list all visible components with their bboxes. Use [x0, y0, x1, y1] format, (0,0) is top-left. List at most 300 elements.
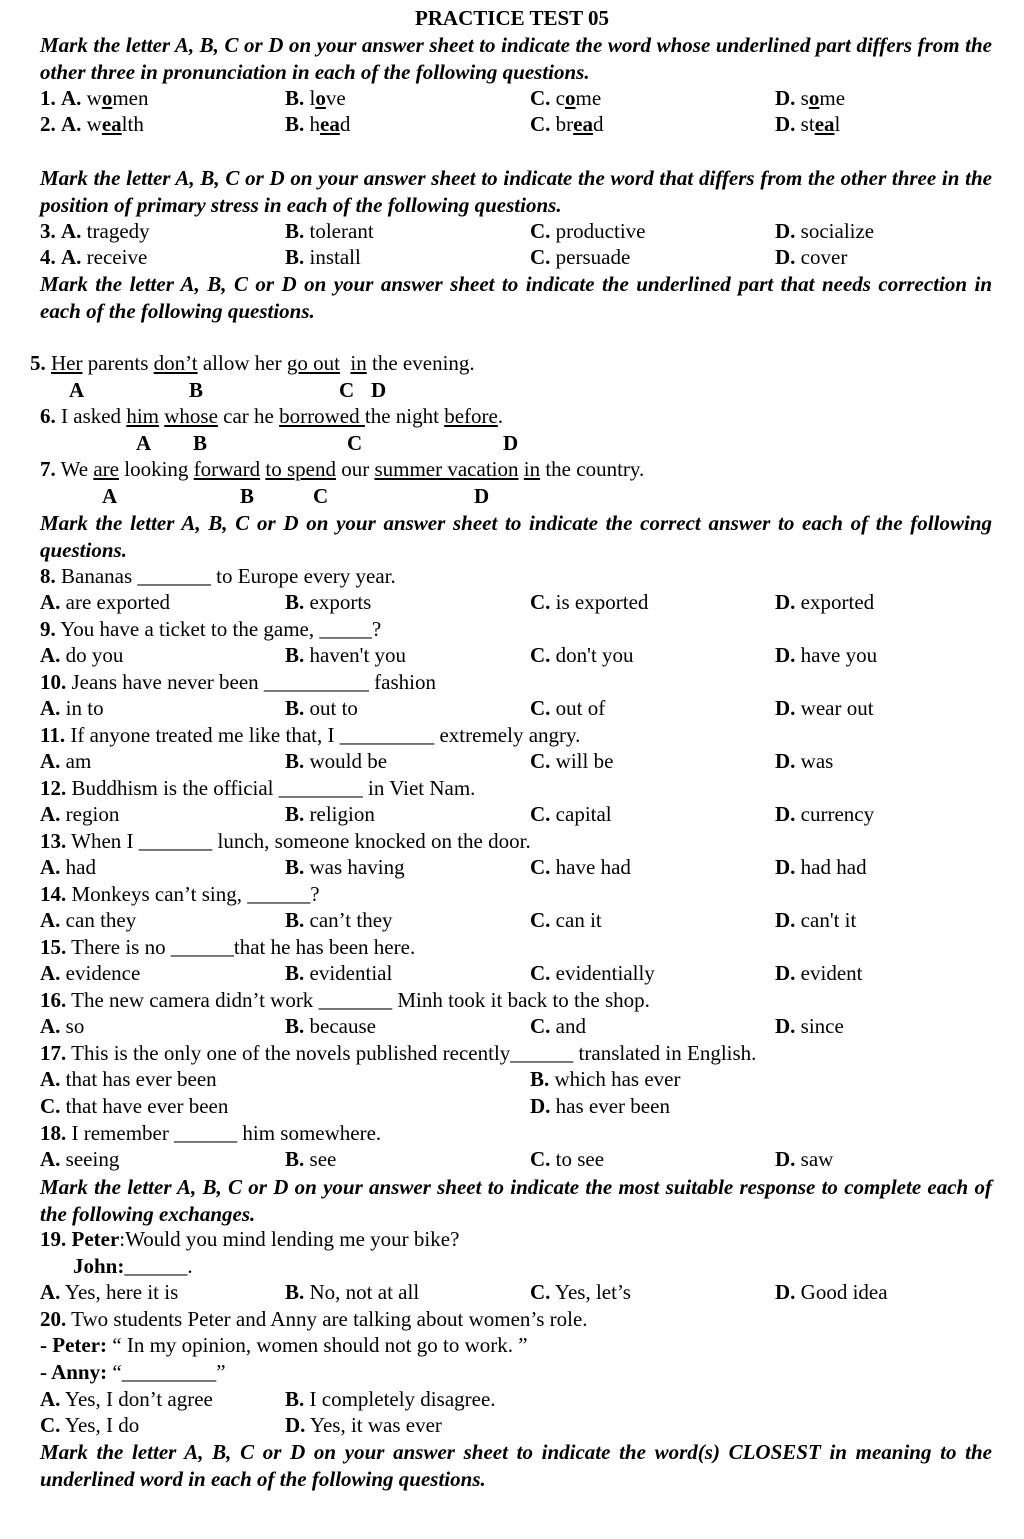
text-fragment: A.: [61, 245, 82, 269]
option-a: so: [65, 1014, 85, 1038]
text-fragment: 18.: [40, 1121, 67, 1145]
text-fragment: [530, 960, 655, 987]
option-a: do you: [65, 643, 124, 667]
text-fragment: D.: [775, 219, 796, 243]
text-fragment: You have a ticket to the game,: [60, 617, 320, 641]
text-fragment: B.: [285, 1387, 305, 1411]
text-fragment: [775, 748, 833, 775]
error-label-a: A: [69, 378, 85, 402]
text-fragment: [40, 85, 149, 112]
option-a: evidence: [65, 961, 141, 985]
option-b: religion: [309, 802, 375, 826]
option-a: Yes, here it is: [64, 1280, 179, 1304]
text-fragment: [40, 960, 140, 987]
text-fragment: C.: [530, 112, 551, 136]
text-fragment: me: [819, 86, 846, 110]
text-fragment: D.: [775, 749, 796, 773]
text-fragment: l: [834, 112, 841, 136]
text-fragment: [40, 1093, 228, 1120]
text-fragment: d: [593, 112, 604, 136]
text-fragment: A.: [40, 802, 61, 826]
question-17-stem: [40, 1040, 992, 1067]
text-fragment: [40, 695, 104, 722]
text-fragment: [285, 1146, 336, 1173]
underlined-part: ea: [814, 112, 835, 136]
text-fragment: 14.: [40, 882, 67, 906]
text-fragment: B.: [285, 802, 305, 826]
text-fragment: ”: [216, 1360, 226, 1384]
text-fragment: that he has been here.: [233, 935, 416, 959]
text-fragment: [285, 960, 392, 987]
answer-blank: ______: [247, 882, 311, 906]
question-14-stem: [40, 881, 992, 908]
text-fragment: D.: [775, 1280, 796, 1304]
text-fragment: A.: [40, 749, 61, 773]
text-fragment: Monkeys can’t sing,: [71, 882, 248, 906]
text-fragment: [40, 854, 96, 881]
error-label-b: B: [240, 484, 255, 508]
option-b: haven't you: [309, 643, 407, 667]
error-label-a: A: [136, 431, 152, 455]
text-fragment: B.: [530, 1067, 550, 1091]
option-c: evidentially: [555, 961, 655, 985]
text-fragment: D.: [775, 802, 796, 826]
text-fragment: [40, 1146, 119, 1173]
text-fragment: [285, 111, 350, 138]
option-d: exported: [800, 590, 875, 614]
text-fragment: Bananas: [61, 564, 138, 588]
option-a: region: [65, 802, 120, 826]
text-fragment: don’t: [153, 351, 198, 375]
text-fragment: fashion: [368, 670, 436, 694]
text-fragment: w: [86, 112, 102, 136]
question-20-anny: [40, 1359, 992, 1386]
text-fragment: A.: [40, 1014, 61, 1038]
text-fragment: summer vacation: [374, 457, 519, 481]
text-fragment: C.: [530, 1280, 551, 1304]
text-fragment: C.: [530, 219, 551, 243]
text-fragment: extremely angry.: [434, 723, 581, 747]
option-c: productive: [555, 219, 646, 243]
underlined-part: o: [808, 86, 820, 110]
text-fragment: D.: [285, 1413, 306, 1437]
text-fragment: 9.: [40, 617, 56, 641]
text-fragment: [775, 1279, 888, 1306]
text-fragment: the evening.: [366, 351, 475, 375]
text-fragment: D.: [530, 1094, 551, 1118]
text-fragment: [530, 907, 602, 934]
text-fragment: [775, 960, 862, 987]
text-fragment: Jeans have never been: [71, 670, 264, 694]
text-fragment: 8.: [40, 564, 56, 588]
option-b: out to: [309, 696, 358, 720]
text-fragment: C.: [40, 1413, 61, 1437]
option-d: wear out: [800, 696, 874, 720]
text-fragment: [40, 801, 119, 828]
question-5: [30, 350, 982, 377]
text-fragment: B.: [285, 112, 305, 136]
text-fragment: John:: [73, 1254, 125, 1278]
answer-blank: ______: [174, 1121, 238, 1145]
text-fragment: [285, 85, 346, 112]
text-fragment: c: [555, 86, 565, 110]
question-7: [40, 456, 992, 483]
text-fragment: [40, 1013, 84, 1040]
text-fragment: [285, 748, 387, 775]
text-fragment: [285, 907, 393, 934]
text-fragment: [775, 801, 874, 828]
instruction-responses: Mark the letter A, B, C or D on your answer sheet to indicate the most suitable response to complete each of the following exchanges.: [40, 1175, 992, 1226]
answer-blank: ______: [170, 935, 234, 959]
option-a: can they: [65, 908, 137, 932]
text-fragment: There is no: [71, 935, 171, 959]
text-fragment: C.: [530, 86, 551, 110]
text-fragment: .: [497, 404, 504, 428]
text-fragment: [340, 351, 351, 375]
question-number: 1.: [40, 86, 56, 110]
text-fragment: him somewhere.: [237, 1121, 382, 1145]
text-fragment: [530, 111, 604, 138]
text-fragment: in: [350, 351, 367, 375]
text-fragment: 20.: [40, 1307, 67, 1331]
option-b: I completely disagree.: [309, 1387, 496, 1411]
text-fragment: 11.: [40, 723, 66, 747]
text-fragment: [530, 244, 630, 271]
option-b: would be: [309, 749, 388, 773]
text-fragment: are: [93, 457, 119, 481]
text-fragment: D.: [775, 908, 796, 932]
option-d: has ever been: [555, 1094, 670, 1118]
underlined-part: o: [565, 86, 576, 110]
text-fragment: [530, 1146, 604, 1173]
option-c: that have ever been: [65, 1094, 229, 1118]
text-fragment: C.: [530, 1014, 551, 1038]
instruction-pronunciation: Mark the letter A, B, C or D on your answer sheet to indicate the word whose underlined part differs from the other three in pronunciation in each of the following questions.: [40, 33, 992, 84]
text-fragment: [530, 854, 631, 881]
option-c: will be: [555, 749, 614, 773]
text-fragment: him: [126, 404, 159, 428]
option-d: saw: [800, 1147, 834, 1171]
question-number: 7.: [40, 457, 56, 481]
option-c: Yes, let’s: [554, 1280, 631, 1304]
text-fragment: before: [444, 404, 498, 428]
text-fragment: s: [800, 86, 809, 110]
text-fragment: 15.: [40, 935, 67, 959]
text-fragment: “ In my opinion, women should not go to work. ”: [107, 1333, 528, 1357]
option-a: seeing: [65, 1147, 120, 1171]
error-label-b: B: [189, 378, 204, 402]
text-fragment: [40, 1279, 178, 1306]
text-fragment: - Peter:: [40, 1333, 108, 1357]
text-fragment: [530, 589, 648, 616]
option-c: capital: [555, 802, 612, 826]
text-fragment: [40, 748, 91, 775]
text-fragment: A.: [40, 855, 61, 879]
text-fragment: D.: [775, 1014, 796, 1038]
text-fragment: D.: [775, 245, 796, 269]
text-fragment: B.: [285, 590, 305, 614]
text-fragment: [775, 111, 840, 138]
option-c: Yes, I do: [64, 1413, 140, 1437]
option-c: to see: [555, 1147, 605, 1171]
answer-blank: ________: [278, 776, 363, 800]
option-a: receive: [86, 245, 148, 269]
text-fragment: l: [309, 86, 316, 110]
text-fragment: d: [339, 112, 351, 136]
text-fragment: [285, 854, 405, 881]
text-fragment: men: [112, 86, 149, 110]
error-label-b: B: [193, 431, 208, 455]
text-fragment: 17.: [40, 1041, 67, 1065]
text-fragment: ve: [325, 86, 346, 110]
text-fragment: C.: [530, 245, 551, 269]
text-fragment: If anyone treated me like that, I: [70, 723, 340, 747]
text-fragment: B.: [285, 1280, 305, 1304]
option-d: have you: [800, 643, 878, 667]
text-fragment: [530, 801, 612, 828]
text-fragment: Buddhism is the official: [71, 776, 279, 800]
text-fragment: D.: [775, 1147, 796, 1171]
text-fragment: A.: [40, 696, 61, 720]
underlined-part: o: [315, 86, 326, 110]
option-d: Yes, it was ever: [309, 1413, 442, 1437]
option-b: exports: [309, 590, 372, 614]
text-fragment: C.: [530, 908, 551, 932]
question-number: 6.: [40, 404, 56, 428]
option-a: tragedy: [86, 219, 150, 243]
text-fragment: .: [187, 1254, 193, 1278]
instruction-stress: Mark the letter A, B, C or D on your answer sheet to indicate the word that differs from the other three in the position of primary stress in each of the following questions.: [40, 166, 992, 217]
text-fragment: D.: [775, 643, 796, 667]
text-fragment: C.: [530, 802, 551, 826]
answer-blank: _______: [137, 564, 211, 588]
text-fragment: me: [575, 86, 602, 110]
text-fragment: [40, 589, 170, 616]
text-fragment: [530, 1093, 670, 1120]
text-fragment: B.: [285, 643, 305, 667]
text-fragment: allow her: [197, 351, 287, 375]
option-d: currency: [800, 802, 875, 826]
option-d: evident: [800, 961, 863, 985]
underlined-part: ea: [320, 112, 340, 136]
text-fragment: [285, 695, 358, 722]
text-fragment: B.: [285, 1147, 305, 1171]
text-fragment: lth: [121, 112, 144, 136]
answer-blank: ______: [510, 1041, 574, 1065]
text-fragment: 16.: [40, 988, 67, 1012]
option-c: persuade: [555, 245, 631, 269]
text-fragment: When I: [71, 829, 139, 853]
text-fragment: 10.: [40, 670, 67, 694]
text-fragment: This is the only one of the novels published recently: [71, 1041, 511, 1065]
text-fragment: C.: [530, 590, 551, 614]
error-label-c: C: [339, 378, 355, 402]
text-fragment: [40, 642, 123, 669]
text-fragment: [530, 85, 601, 112]
option-b: install: [309, 245, 361, 269]
option-a: am: [65, 749, 92, 773]
underlined-part: o: [101, 86, 113, 110]
text-fragment: D.: [775, 696, 796, 720]
underlined-part: ea: [101, 112, 122, 136]
option-d: was: [800, 749, 834, 773]
text-fragment: C.: [530, 643, 551, 667]
text-fragment: [285, 244, 361, 271]
text-fragment: C.: [530, 855, 551, 879]
text-fragment: C.: [530, 749, 551, 773]
text-fragment: A.: [40, 1067, 61, 1091]
text-fragment: [40, 1066, 217, 1093]
text-fragment: [775, 695, 874, 722]
text-fragment: Two students Peter and Anny are talking about women’s role.: [66, 1307, 588, 1331]
question-10-stem: [40, 669, 992, 696]
answer-blank: _____: [319, 617, 372, 641]
option-b: because: [309, 1014, 376, 1038]
text-fragment: [530, 1279, 631, 1306]
text-fragment: A.: [40, 1387, 61, 1411]
question-6: [40, 403, 992, 430]
question-9-stem: [40, 616, 992, 643]
option-c: have had: [555, 855, 631, 879]
text-fragment: in: [523, 457, 541, 481]
text-fragment: [285, 1013, 376, 1040]
text-fragment: C.: [530, 1147, 551, 1171]
text-fragment: [775, 589, 874, 616]
text-fragment: [285, 642, 406, 669]
text-fragment: [40, 111, 144, 138]
text-fragment: [40, 1386, 213, 1413]
text-fragment: B.: [285, 696, 305, 720]
text-fragment: looking: [118, 457, 194, 481]
text-fragment: 12.: [40, 776, 67, 800]
error-label-c: C: [313, 484, 329, 508]
option-d: since: [800, 1014, 844, 1038]
option-d: had had: [800, 855, 867, 879]
text-fragment: [285, 801, 375, 828]
text-fragment: h: [309, 112, 321, 136]
text-fragment: B.: [285, 245, 305, 269]
text-fragment: A.: [40, 1280, 61, 1304]
text-fragment: A.: [40, 908, 61, 932]
option-d: socialize: [800, 219, 875, 243]
text-fragment: [40, 907, 136, 934]
answer-blank: _________: [121, 1360, 217, 1384]
text-fragment: st: [800, 112, 815, 136]
text-fragment: D.: [775, 590, 796, 614]
option-c: out of: [555, 696, 606, 720]
text-fragment: car he: [217, 404, 280, 428]
text-fragment: ?: [310, 882, 320, 906]
text-fragment: [285, 1279, 419, 1306]
text-fragment: [40, 244, 147, 271]
question-number: 4.: [40, 245, 56, 269]
text-fragment: to spend: [265, 457, 336, 481]
text-fragment: borrowed: [279, 404, 365, 428]
text-fragment: D.: [775, 86, 796, 110]
question-number: 3.: [40, 219, 56, 243]
option-c: and: [555, 1014, 586, 1038]
question-16-stem: [40, 987, 992, 1014]
text-fragment: go out: [286, 351, 340, 375]
text-fragment: whose: [164, 404, 218, 428]
text-fragment: [530, 695, 605, 722]
text-fragment: B.: [285, 908, 305, 932]
text-fragment: parents: [82, 351, 154, 375]
question-20-peter: [40, 1332, 992, 1359]
error-label-c: C: [347, 431, 363, 455]
text-fragment: We: [60, 457, 94, 481]
instruction-closest-meaning: Mark the letter A, B, C or D on your answer sheet to indicate the word(s) CLOSEST in meaning to the underlined word in each of the following questions.: [40, 1440, 992, 1491]
text-fragment: translated in English.: [573, 1041, 757, 1065]
text-fragment: [775, 85, 845, 112]
option-b: see: [309, 1147, 337, 1171]
text-fragment: B.: [285, 1014, 305, 1038]
option-b: which has ever: [554, 1067, 681, 1091]
question-20-stem: [40, 1306, 992, 1333]
option-d: Good idea: [800, 1280, 888, 1304]
text-fragment: [285, 1386, 496, 1413]
text-fragment: A.: [40, 1147, 61, 1171]
text-fragment: A.: [61, 86, 82, 110]
text-fragment: [40, 218, 150, 245]
text-fragment: D.: [775, 112, 796, 136]
text-fragment: :Would you mind lending me your bike?: [119, 1227, 460, 1251]
text-fragment: [775, 1013, 844, 1040]
text-fragment: w: [86, 86, 102, 110]
question-18-stem: [40, 1120, 992, 1147]
text-fragment: B.: [285, 961, 305, 985]
text-fragment: to Europe every year.: [210, 564, 396, 588]
text-fragment: D.: [775, 855, 796, 879]
question-13-stem: [40, 828, 992, 855]
option-b: can’t they: [309, 908, 393, 932]
text-fragment: - Anny:: [40, 1360, 108, 1384]
option-b: tolerant: [309, 219, 374, 243]
text-fragment: [40, 1412, 139, 1439]
question-number: 5.: [30, 351, 46, 375]
text-fragment: br: [555, 112, 574, 136]
question-number: 2.: [40, 112, 56, 136]
text-fragment: [530, 642, 634, 669]
text-fragment: the country.: [540, 457, 645, 481]
text-fragment: A.: [40, 643, 61, 667]
question-12-stem: [40, 775, 992, 802]
text-fragment: [775, 907, 856, 934]
text-fragment: forward: [193, 457, 261, 481]
error-label-d: D: [503, 431, 519, 455]
answer-blank: _________: [339, 723, 435, 747]
answer-blank: _______: [138, 829, 213, 853]
text-fragment: Peter: [71, 1227, 120, 1251]
text-fragment: B.: [285, 86, 305, 110]
instruction-error-correction: Mark the letter A, B, C or D on your answer sheet to indicate the underlined part that needs correction in each of the following questions.: [40, 272, 992, 323]
text-fragment: C.: [40, 1094, 61, 1118]
option-c: don't you: [555, 643, 634, 667]
text-fragment: [530, 748, 613, 775]
text-fragment: [530, 1013, 586, 1040]
question-15-stem: [40, 934, 992, 961]
underlined-part: ea: [573, 112, 593, 136]
option-b: was having: [309, 855, 405, 879]
option-a: are exported: [65, 590, 171, 614]
answer-blank: ______: [124, 1254, 188, 1278]
text-fragment: [775, 218, 874, 245]
text-fragment: A.: [40, 590, 61, 614]
text-fragment: lunch, someone knocked on the door.: [212, 829, 531, 853]
text-fragment: C.: [530, 696, 551, 720]
error-label-d: D: [474, 484, 490, 508]
option-d: cover: [800, 245, 848, 269]
